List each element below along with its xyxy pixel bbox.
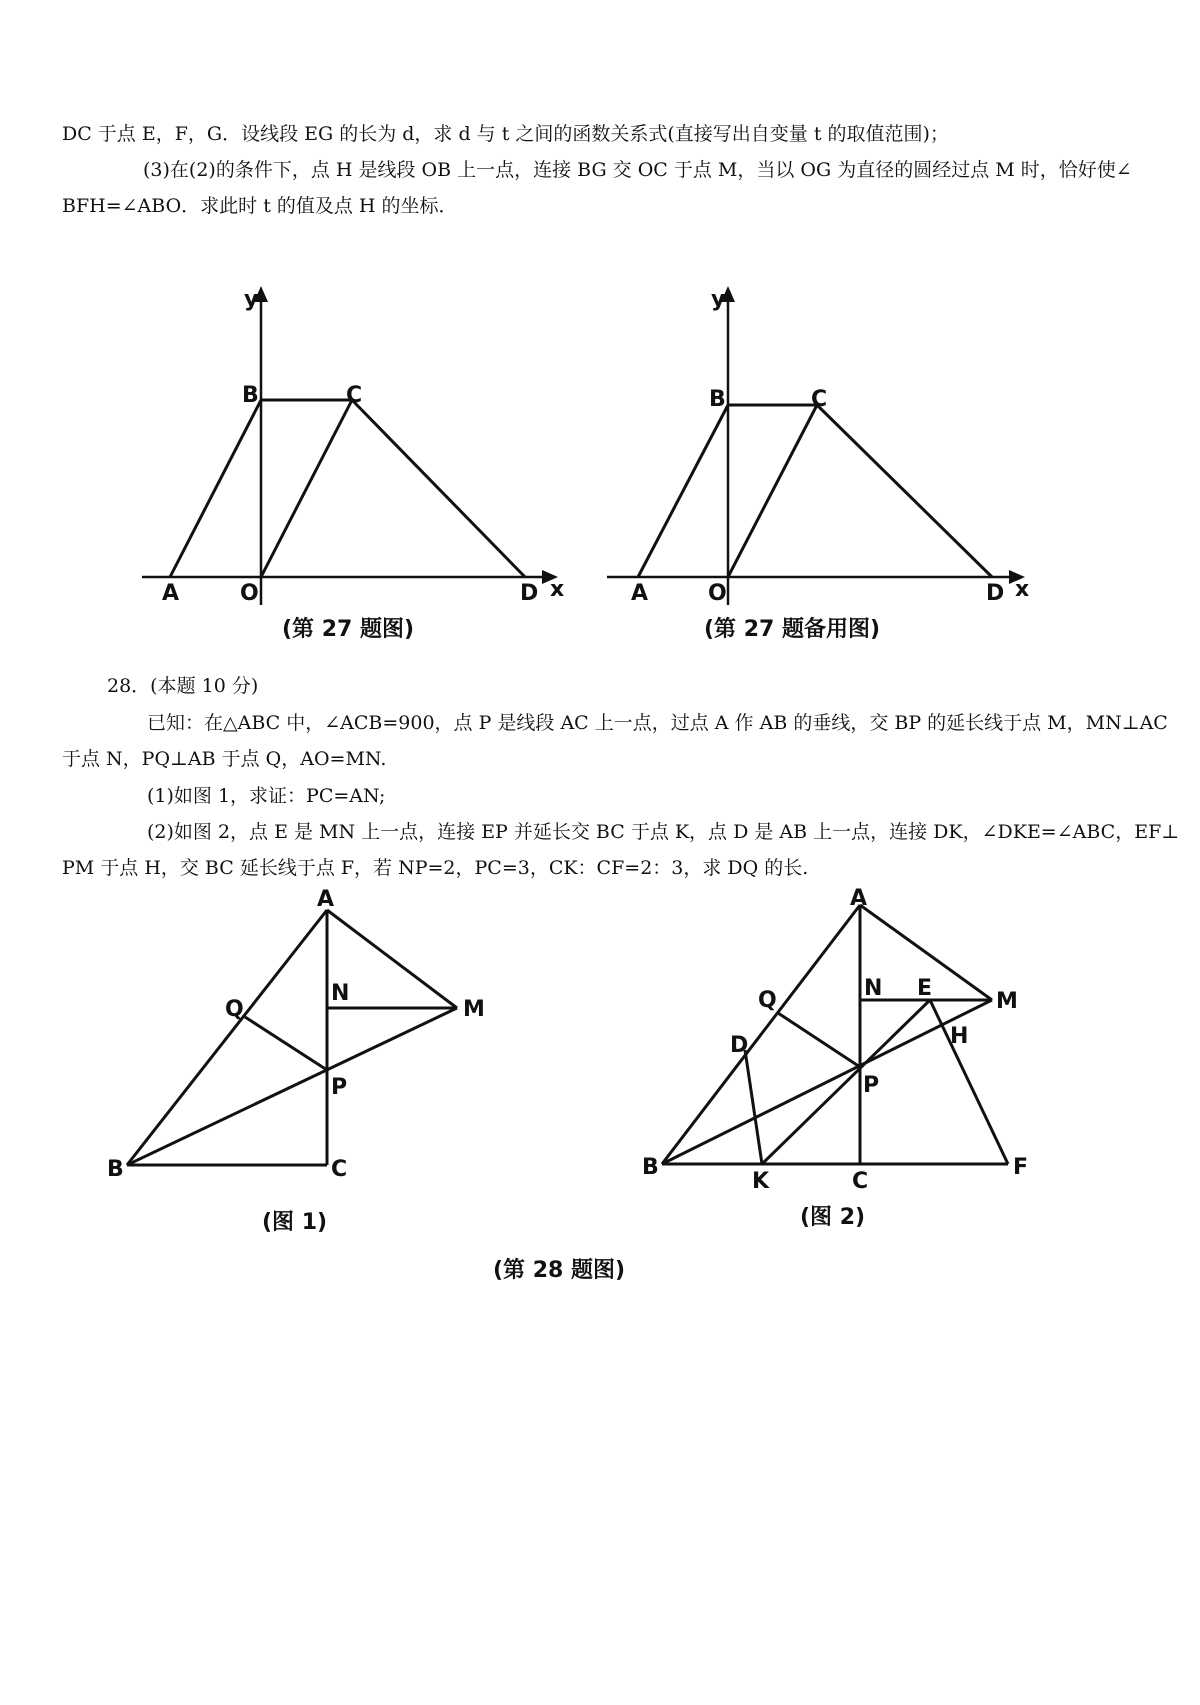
q28-heading: 28．(本题 10 分) [107,675,259,697]
q28-given-line1: 已知：在△ABC 中，∠ACB=900，点 P 是线段 AC 上一点，过点 A 作 AB 的垂线，交 BP 的延长线于点 M，MN⊥AC [147,712,1168,734]
fig27b-label-C: C [811,387,828,412]
fig28-2-seg-EF [930,1000,1008,1164]
fig27b-seg-AB [638,405,728,577]
fig27-label-B: B [242,383,259,408]
q27-part3-line1: (3)在(2)的条件下，点 H 是线段 OB 上一点，连接 BG 交 OC 于点 M，当以 OG 为直径的圆经过点 M 时，恰好使∠ [143,159,1132,181]
fig28-2-label-F: F [1013,1155,1029,1180]
fig27-label-y: y [244,287,259,312]
fig28-2 [630,875,1050,1195]
fig28-1-label-P: P [331,1075,348,1100]
fig27-seg-CD [352,400,525,577]
fig27b-label-D: D [986,581,1005,606]
fig27-label-D: D [520,581,539,606]
fig28-2-label-H: H [950,1024,969,1049]
fig28-1-seg-BM [127,1008,457,1165]
fig28-2-seg-QP [778,1013,860,1067]
q28-part2-line1: (2)如图 2，点 E 是 MN 上一点，连接 EP 并延长交 BC 于点 K，点 D 是 AB 上一点，连接 DK，∠DKE=∠ABC，EF⊥ [147,821,1180,843]
fig27-backup [595,280,1035,620]
fig28-2-label-B: B [642,1155,659,1180]
fig27b-label-y: y [711,287,726,312]
fig27b-seg-OC [728,405,817,577]
fig28-2-caption: (图 2) [800,1205,866,1230]
fig28-1-caption: (图 1) [262,1210,328,1235]
fig27b-label-x: x [1015,577,1030,602]
fig28-1-label-C: C [331,1157,348,1182]
fig28-1-label-M: M [463,997,485,1022]
fig28-2-seg-AB [662,905,860,1164]
fig27-label-O: O [240,581,259,606]
fig27-main [130,280,570,620]
fig28-1 [95,880,515,1190]
q27-part3-line2: BFH=∠ABO．求此时 t 的值及点 H 的坐标． [62,195,458,217]
fig27-backup-caption: (第 27 题备用图) [704,617,881,642]
fig28-1-label-N: N [331,981,350,1006]
fig28-2-label-M: M [996,989,1018,1014]
fig28-1-label-B: B [107,1157,124,1182]
fig28-2-label-P: P [863,1073,880,1098]
fig27b-label-B: B [709,387,726,412]
fig28-2-label-A: A [850,886,868,911]
q28-given-line2: 于点 N，PQ⊥AB 于点 Q，AO=MN. [62,748,387,770]
fig27b-label-A: A [631,581,649,606]
fig28-2-label-C: C [852,1169,869,1194]
fig27-label-x: x [550,577,565,602]
fig28-1-seg-QP [245,1017,327,1070]
fig28-2-label-E: E [917,976,933,1001]
fig27-label-C: C [346,383,363,408]
fig28-1-label-A: A [317,887,335,912]
fig27-seg-AB [170,400,261,577]
fig27-label-A: A [162,581,180,606]
fig28-2-seg-DK [745,1050,762,1164]
q27-line1: DC 于点 E，F，G．设线段 EG 的长为 d，求 d 与 t 之间的函数关系式(直接写出自变量 t 的取值范围)； [62,123,949,145]
fig28-2-label-Q: Q [758,988,777,1013]
q28-part2-line2: PM 于点 H，交 BC 延长线于点 F，若 NP=2，PC=3，CK：CF=2：3，求 DQ 的长. [62,857,809,879]
fig28-2-label-N: N [864,976,883,1001]
q28-part1: (1)如图 1，求证：PC=AN; [147,785,386,807]
fig27-seg-OC [261,400,352,577]
fig28-caption: (第 28 题图) [493,1258,626,1283]
fig28-2-label-K: K [752,1169,770,1194]
fig28-1-seg-AB [127,910,327,1165]
fig28-2-seg-EK [762,1000,930,1164]
fig27b-label-O: O [708,581,727,606]
fig27b-seg-CD [817,405,992,577]
fig28-1-label-Q: Q [225,997,244,1022]
fig27-main-caption: (第 27 题图) [282,617,415,642]
fig28-2-label-D: D [730,1033,749,1058]
